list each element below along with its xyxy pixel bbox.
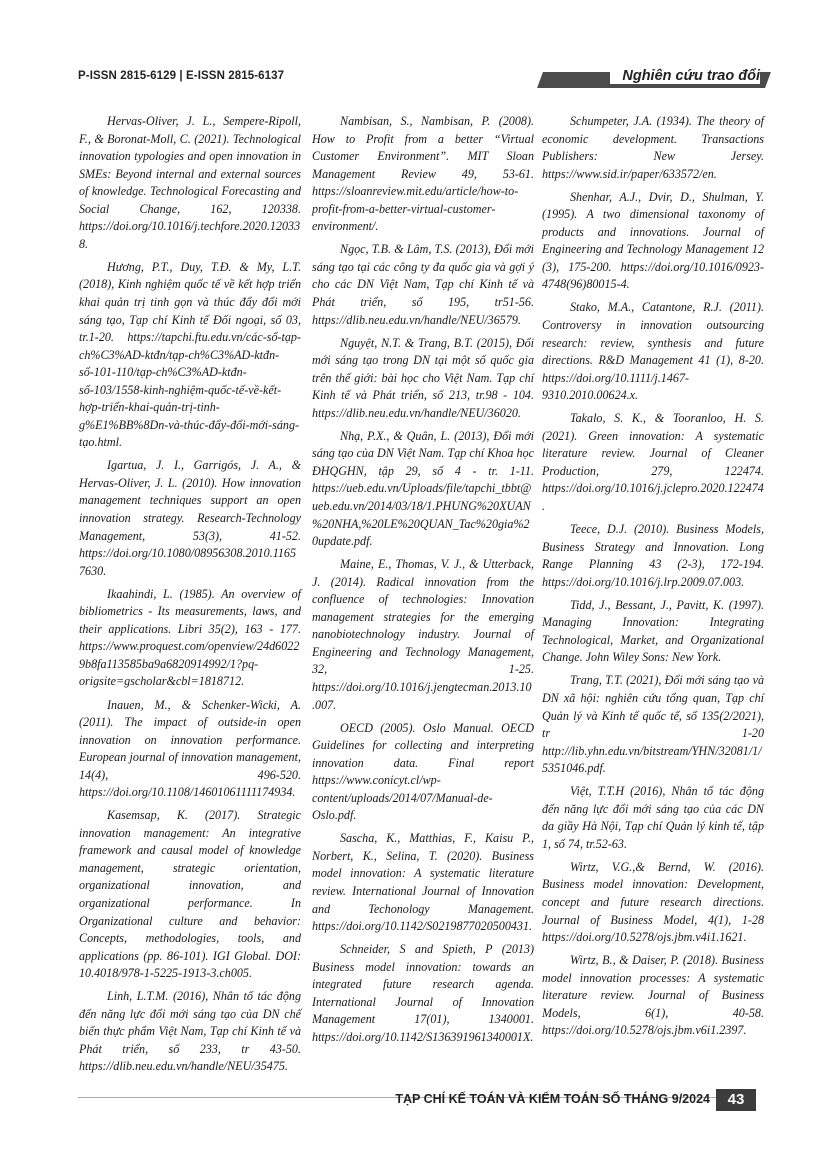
reference-entry: Maine, E., Thomas, V. J., & Utterback, J. (2014). Radical innovation from the confluence of technologies: Innovation management strategies for the emerging nanobiotechnology industry. Journal of Engineering and Technology Management, 32, 1-25. https://doi.org/10.1016/j.jengtecman.2013.10.007. [312,557,534,712]
reference-entry: Trang, T.T. (2021), Đổi mới sáng tạo và DN xã hội: nghiên cứu tổng quan, Tạp chí Quản lý và Kinh tế quốc tế, số 135(2/2021), tr 1-20 http://lib.yhn.edu.vn/bitstream/YHN/32081/1/5351046.pdf. [542,673,764,776]
reference-entry: Hương, P.T., Duy, T.Đ. & My, L.T. (2018), Kinh nghiệm quốc tế về kết hợp triển khai quản trị tinh gọn và thúc đẩy đổi mới sáng tạo, Tạp chí Kinh tế Đối ngoại, số 03, tr.1-20. https://tapchi.ftu.edu.vn/các-số-tạp-ch%C3%AD-ktđn/tạp-ch%C3%AD-ktđn-số-101-110/tạp-ch%C3%AD-ktđn-số-103/1558-kinh-nghiệm-quốc-tế-về-kết-hợp-triển-khai-quản-trị-tinh-g%E1%BB%8Dn-và-thúc-đẩy-đổi-mới-sáng-tạo.html. [79,259,301,450]
reference-entry: Takalo, S. K., & Tooranloo, H. S. (2021). Green innovation: A systematic literature review. Journal of Cleaner Production, 279, 122474. https://doi.org/10.1016/j.jclepro.2020.122474. [542,411,764,513]
reference-entry: Nhạ, P.X., & Quân, L. (2013), Đổi mới sáng tạo của DN Việt Nam. Tạp chí Khoa học ĐHQGHN, tập 29, số 4 - tr. 1-11. https://ueb.edu.vn/Uploads/file/tapchi_tbbt@ueb.edu.vn/2014/03/18/1.PHUNG%20XUAN%20NHA,%20LE%20QUAN_Tac%20gia%20update.pdf. [312,428,534,549]
reference-entry: Hervas-Oliver, J. L., Sempere-Ripoll, F., & Boronat-Moll, C. (2021). Technological innovation typologies and open innovation in SMEs: Beyond internal and external sources of knowledge. Technological Forecasting and Social Change, 162, 120338. https://doi.org/10.1016/j.techfore.2020.120338. [79,114,301,251]
reference-entry: Shenhar, A.J., Dvir, D., Shulman, Y. (1995). A two dimensional taxonomy of products and innovations. Journal of Engineering and Technology Management 12 (3), 175-200. https://doi.org/10.1016/0923-4748(96)80015-4. [542,189,764,292]
reference-entry: Sascha, K., Matthias, F., Kaisu P., Norbert, K., Selina, T. (2020). Business model innovation: A systematic literature review. International Journal of Innovation and Techonology Management. https://doi.org/10.1142/S0219877020500431. [312,831,534,934]
reference-entry: Schneider, S and Spieth, P (2013) Business model innovation: towards an integrated future research agenda. International Journal of Innovation Management 17(01), 1340001. https://doi.org/10.1142/S136391961340001X. [312,942,534,1044]
section-title: Nghiên cứu trao đổi [610,68,760,84]
issn-label: P-ISSN 2815-6129 | E-ISSN 2815-6137 [78,70,285,82]
reference-entry: Việt, T.T.H (2016), Nhân tố tác động đến năng lực đổi mới sáng tạo của các DN da giầy Hà Nội, Tạp chí Quản lý kinh tế, tập 1, số 74, tr.52-63. [542,784,764,851]
reference-entry: Ngọc, T.B. & Lâm, T.S. (2013), Đổi mới sáng tạo tại các công ty đa quốc gia và gợi ý cho các DN Việt Nam, Tạp chí Kinh tế và Phát triển, số 195, tr51-56. https://dlib.neu.edu.vn/handle/NEU/36579. [312,242,534,327]
reference-entry: Stako, M.A., Catantone, R.J. (2011). Controversy in innovation outsourcing research: review, synthesis and future directions. R&D Management 41 (1), 8-20. https://doi.org/10.1111/j.1467-9310.2010.00624.x. [542,300,764,403]
reference-entry: Kasemsap, K. (2017). Strategic innovation management: An integrative framework and causal model of knowledge management, strategic orientation, organizational innovation, and organizational performance. In Organizational culture and behavior: Concepts, methodologies, tools, and applications (pp. 86-101). IGI Global. DOI: 10.4018/978-1-5225-1913-3.ch005. [79,808,301,981]
reference-entry: Tidd, J., Bessant, J., Pavitt, K. (1997). Managing Innovation: Integrating Technological, Market, and Organizational Change. John Wiley Sons: New York. [542,597,764,665]
reference-entry: OECD (2005). Oslo Manual. OECD Guidelines for collecting and interpreting innovation data. Final report https://www.conicyt.cl/wp-content/uploads/2014/07/Manual-de-Oslo.pdf. [312,720,534,823]
references-column-2 [312,113,534,1052]
reference-entry: Nguyệt, N.T. & Trang, B.T. (2015), Đổi mới sáng tạo trong DN tại một số quốc gia trên thế giới: bài học cho Việt Nam. Tạp chí Kinh tế và Phát triển, số 213, tr.98 - 104. https://dlib.neu.edu.vn/handle/NEU/36020. [312,335,534,420]
references-column-3 [542,113,764,1045]
reference-entry: Igartua, J. I., Garrigós, J. A., & Hervas-Oliver, J. L. (2010). How innovation management techniques support an open innovation strategy. Research-Technology Management, 53(3), 41-52. https://doi.org/10.1080/08956308.2010.11657630. [79,458,301,578]
reference-entry: Wirtz, V.G.,& Bernd, W. (2016). Business model innovation: Development, concept and future research directions. Journal of Business Model, 4(1), 1-28 https://doi.org/10.5278/ojs.jbm.v4i1.1621. [542,859,764,945]
references-column-1 [79,113,301,1081]
reference-entry: Linh, L.T.M. (2016), Nhân tố tác động đến năng lực đổi mới sáng tạo của DN chế biến thực phẩm Việt Nam, Tạp chí Kinh tế và Phát triển, số 233, tr 43-50. https://dlib.neu.edu.vn/handle/NEU/35475. [79,989,301,1074]
journal-footer: TẠP CHÍ KẾ TOÁN VÀ KIỂM TOÁN SỐ THÁNG 9/2024 [395,1092,710,1106]
reference-entry: Teece, D.J. (2010). Business Models, Business Strategy and Innovation. Long Range Planning 43 (2-3), 172-194. https://doi.org/10.1016/j.lrp.2009.07.003. [542,522,764,589]
reference-entry: Wirtz, B., & Daiser, P. (2018). Business model innovation processes: A systematic literature review. Journal of Business Models, 6(1), 40-58. https://doi.org/10.5278/ojs.jbm.v6i1.2397. [542,953,764,1038]
page-number: 43 [716,1089,756,1111]
reference-entry: Schumpeter, J.A. (1934). The theory of economic development. Transactions Publishers: New Jersey. https://www.sid.ir/paper/633572/en. [542,114,764,181]
reference-entry: Nambisan, S., Nambisan, P. (2008). How to Profit from a better “Virtual Customer Environment”. MIT Sloan Management Review 49, 53-61. https://sloanreview.mit.edu/article/how-to-profit-from-a-better-virtual-customer-environment/. [312,114,534,234]
reference-entry: Inauen, M., & Schenker-Wicki, A. (2011). The impact of outside-in open innovation on innovation performance. European journal of innovation management, 14(4), 496-520. https://doi.org/10.1108/14601061111174934. [79,697,301,800]
reference-entry: Ikaahindi, L. (1985). An overview of bibliometrics - Its measurements, laws, and their applications. Libri 35(2), 163 - 177. https://www.proquest.com/openview/24d60229b8fa113585ba9a6820914992/1?pq-origsite=gscholar&cbl=1818712. [79,586,301,689]
